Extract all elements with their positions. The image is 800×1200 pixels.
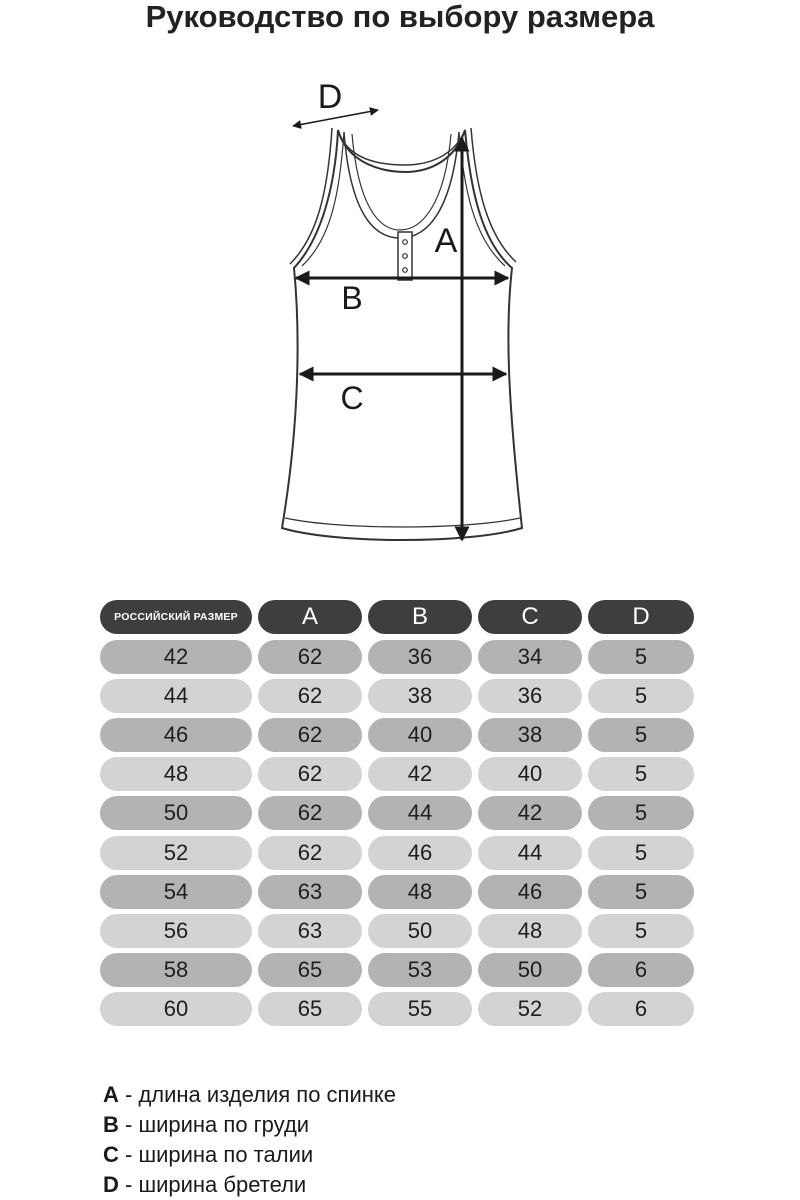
table-cell-c: 38	[478, 718, 582, 752]
table-cell-d: 6	[588, 992, 694, 1026]
table-cell-d: 5	[588, 796, 694, 830]
table-cell-c: 44	[478, 836, 582, 870]
legend-key: B	[103, 1112, 119, 1137]
label-b: B	[341, 280, 363, 316]
table-cell-c: 36	[478, 679, 582, 713]
table-header-a: A	[258, 600, 362, 634]
table-cell-a: 65	[258, 992, 362, 1026]
table-cell-b: 46	[368, 836, 472, 870]
table-cell-b: 36	[368, 640, 472, 674]
table-cell-b: 55	[368, 992, 472, 1026]
label-d: D	[317, 78, 343, 116]
table-cell-size: 54	[100, 875, 252, 909]
table-cell-c: 50	[478, 953, 582, 987]
table-cell-size: 56	[100, 914, 252, 948]
legend-item-a	[103, 1080, 396, 1110]
legend-item-c	[103, 1140, 396, 1170]
table-cell-size: 60	[100, 992, 252, 1026]
legend-text: - длина изделия по спинке	[118, 1082, 397, 1107]
table-cell-a: 65	[258, 953, 362, 987]
table-cell-d: 5	[588, 914, 694, 948]
legend-key: A	[103, 1082, 119, 1107]
table-cell-c: 48	[478, 914, 582, 948]
legend-text: - ширина бретели	[118, 1172, 307, 1197]
legend-key: D	[103, 1172, 119, 1197]
table-cell-d: 5	[588, 875, 694, 909]
table-cell-d: 5	[588, 718, 694, 752]
table-header-c: C	[478, 600, 582, 634]
table-cell-b: 38	[368, 679, 472, 713]
legend	[103, 1080, 396, 1200]
table-cell-c: 42	[478, 796, 582, 830]
table-cell-size: 52	[100, 836, 252, 870]
label-a: A	[434, 222, 458, 260]
table-cell-b: 42	[368, 757, 472, 791]
table-cell-size: 42	[100, 640, 252, 674]
table-cell-a: 63	[258, 914, 362, 948]
table-cell-d: 5	[588, 757, 694, 791]
table-header-d: D	[588, 600, 694, 634]
table-cell-b: 53	[368, 953, 472, 987]
table-cell-size: 58	[100, 953, 252, 987]
table-cell-d: 5	[588, 679, 694, 713]
table-cell-b: 48	[368, 875, 472, 909]
table-cell-size: 50	[100, 796, 252, 830]
table-cell-a: 62	[258, 796, 362, 830]
legend-text: - ширина по груди	[118, 1112, 310, 1137]
table-cell-c: 40	[478, 757, 582, 791]
table-cell-a: 62	[258, 640, 362, 674]
table-cell-a: 62	[258, 836, 362, 870]
table-cell-a: 62	[258, 679, 362, 713]
table-header-size: РОССИЙСКИЙ РАЗМЕР	[100, 600, 252, 634]
table-header-b: B	[368, 600, 472, 634]
table-cell-b: 40	[368, 718, 472, 752]
table-cell-b: 44	[368, 796, 472, 830]
page-title: Руководство по выбору размера	[145, 0, 655, 34]
table-cell-size: 44	[100, 679, 252, 713]
table-cell-b: 50	[368, 914, 472, 948]
table-cell-c: 52	[478, 992, 582, 1026]
table-cell-size: 46	[100, 718, 252, 752]
table-cell-a: 62	[258, 757, 362, 791]
table-cell-c: 46	[478, 875, 582, 909]
table-cell-c: 34	[478, 640, 582, 674]
table-cell-d: 6	[588, 953, 694, 987]
table-cell-d: 5	[588, 640, 694, 674]
table-cell-a: 62	[258, 718, 362, 752]
table-cell-size: 48	[100, 757, 252, 791]
legend-item-b	[103, 1110, 396, 1140]
legend-key: C	[103, 1142, 119, 1167]
label-c: C	[340, 380, 364, 416]
table-cell-d: 5	[588, 836, 694, 870]
legend-text: - ширина по талии	[118, 1142, 314, 1167]
legend-item-d	[103, 1170, 396, 1200]
table-cell-a: 63	[258, 875, 362, 909]
